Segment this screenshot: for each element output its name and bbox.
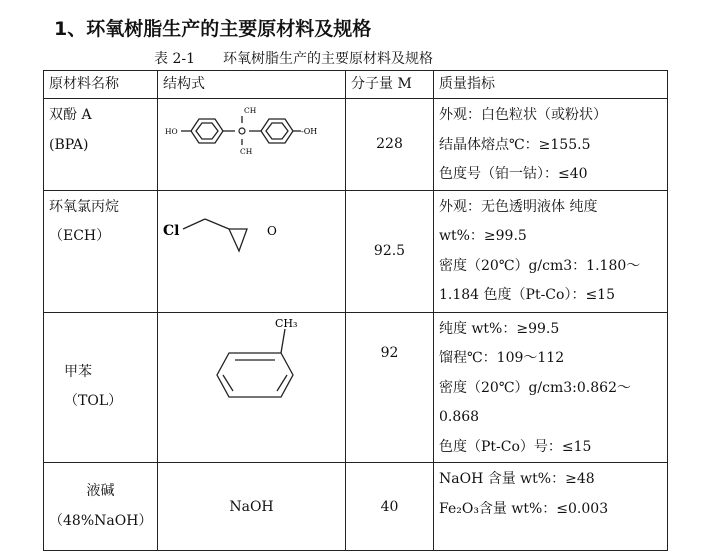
material-name: 环氧氯丙烷: [49, 198, 119, 215]
bpa-ho-label: HO: [165, 127, 178, 136]
material-abbr: （48%NaOH）: [49, 512, 153, 529]
table-row: [44, 463, 668, 551]
table-row: [44, 99, 668, 191]
bpa-ch-top-label: CH: [244, 106, 257, 115]
toluene-ch3-label: CH₃: [275, 316, 298, 330]
ech-cl-label: Cl: [163, 222, 180, 239]
material-name-cell: [44, 463, 158, 551]
material-abbr: (BPA): [49, 136, 89, 153]
materials-table: [43, 70, 668, 551]
spec-line: 外观：白色粒状（或粉状）: [439, 107, 607, 123]
header-name: 原材料名称: [44, 71, 158, 99]
spec-line: 1.184 色度（Pt-Co）：≤15: [439, 287, 615, 303]
header-structure: 结构式: [158, 71, 346, 99]
material-name: 双酚 A: [49, 107, 92, 123]
spec-line: Fe₂O₃含量 wt%：≤0.003: [439, 500, 609, 517]
spec-line: 外观：无色透明液体 纯度: [439, 198, 598, 215]
material-name: 甲苯: [64, 363, 92, 380]
spec-cell: [434, 312, 668, 463]
spec-line: 密度（20℃）g/cm3:0.862～: [439, 379, 631, 396]
bpa-ch-bottom-label: CH: [240, 147, 253, 156]
spec-line: 密度（20℃）g/cm3：1.180～: [439, 257, 641, 274]
material-abbr: （TOL）: [64, 393, 123, 410]
molecular-weight: 40: [346, 463, 434, 551]
table-header-row: [44, 71, 668, 99]
spec-line: 0.868: [439, 409, 480, 425]
table-row: [44, 190, 668, 312]
spec-line: wt%：≥99.5: [439, 228, 527, 244]
table-number: 表 2-1: [154, 51, 195, 67]
spec-cell: [434, 190, 668, 312]
spec-cell: [434, 463, 668, 551]
table-title: 环氧树脂生产的主要原材料及规格: [223, 51, 433, 67]
material-name: 液碱: [86, 483, 115, 499]
spec-line: NaOH 含量 wt%：≥48: [439, 471, 595, 487]
bpa-oh-label: -OH: [301, 127, 318, 136]
spec-line: 纯度 wt%：≥99.5: [439, 320, 560, 337]
structure-formula: NaOH: [229, 498, 274, 515]
toluene-structure-diagram: [163, 313, 333, 413]
header-spec: 质量指标: [434, 71, 668, 99]
table-caption: [154, 48, 433, 68]
material-abbr: （ECH）: [49, 228, 111, 244]
material-name-cell: [44, 190, 158, 312]
structure-cell: [158, 312, 346, 463]
spec-line: 色度号（铂一钴）：≤40: [439, 166, 588, 182]
spec-line: 结晶体熔点℃：≥155.5: [439, 136, 591, 153]
molecular-weight: 92.5: [346, 190, 434, 312]
ech-o-label: O: [267, 223, 277, 238]
molecular-weight: 228: [346, 99, 434, 191]
table-row: [44, 312, 668, 463]
structure-cell: [158, 463, 346, 551]
molecular-weight: 92: [346, 312, 434, 463]
ech-structure-diagram: [163, 191, 333, 261]
spec-line: 色度（Pt-Co）号：≤15: [439, 438, 592, 455]
bpa-structure-diagram: [163, 99, 333, 169]
spec-line: 馏程℃：109～112: [439, 350, 565, 366]
material-name-cell: [44, 312, 158, 463]
structure-cell: [158, 190, 346, 312]
structure-cell: [158, 99, 346, 191]
section-heading: 1、环氧树脂生产的主要原材料及规格: [54, 18, 372, 40]
spec-cell: [434, 99, 668, 191]
header-mw: 分子量 M: [346, 71, 434, 99]
material-name-cell: [44, 99, 158, 191]
